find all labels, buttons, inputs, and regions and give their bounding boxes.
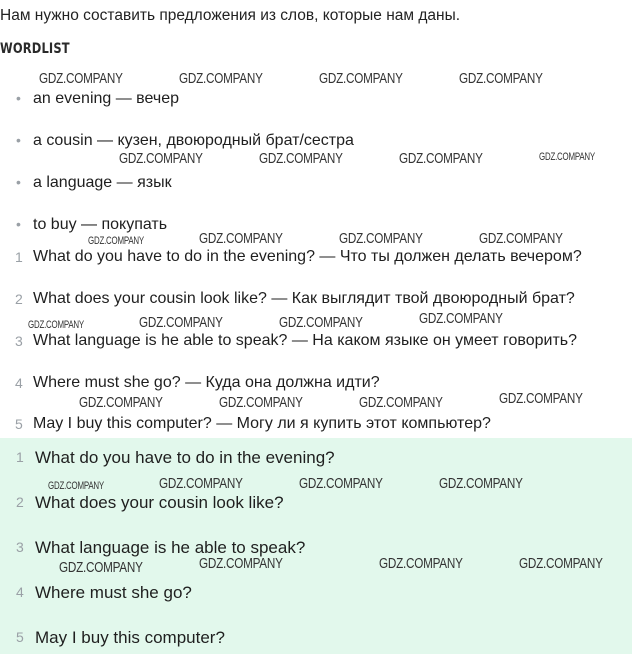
- translation-text: What do you have to do in the evening? — Что ты должен делать вечером?: [33, 248, 582, 265]
- answers-block: [0, 438, 632, 654]
- item-number: 5: [15, 416, 23, 432]
- watermark: GDZ.COMPANY: [459, 70, 543, 87]
- watermark: GDZ.COMPANY: [339, 230, 423, 247]
- answer-text: What does your cousin look like?: [35, 493, 284, 512]
- watermark: GDZ.COMPANY: [179, 70, 263, 87]
- translation-text: What language is he able to speak? — На каком языке он умеет говорить?: [33, 332, 578, 349]
- watermark: GDZ.COMPANY: [299, 475, 383, 492]
- translation-text: Where must she go? — Куда она должна идти?: [33, 374, 380, 391]
- watermark: GDZ.COMPANY: [259, 150, 343, 167]
- wordlist-item-text: an evening — вечер: [33, 90, 179, 107]
- watermark: GDZ.COMPANY: [139, 314, 223, 331]
- item-number: 3: [15, 333, 23, 349]
- watermark: GDZ.COMPANY: [199, 230, 283, 247]
- wordlist-item-text: a cousin — кузен, двоюродный брат/сестра: [33, 132, 354, 149]
- watermark: GDZ.COMPANY: [519, 555, 603, 572]
- watermark: GDZ.COMPANY: [119, 150, 203, 167]
- watermark: GDZ.COMPANY: [439, 475, 523, 492]
- item-number: 4: [15, 375, 23, 391]
- watermark: GDZ.COMPANY: [399, 150, 483, 167]
- watermark: GDZ.COMPANY: [48, 480, 105, 492]
- item-number: 2: [16, 494, 24, 510]
- watermark: GDZ.COMPANY: [379, 555, 463, 572]
- watermark: GDZ.COMPANY: [419, 310, 503, 327]
- watermark: GDZ.COMPANY: [279, 314, 363, 331]
- translation-text: What does your cousin look like? — Как выглядит твой двоюродный брат?: [33, 290, 575, 307]
- watermark: GDZ.COMPANY: [219, 394, 303, 411]
- answer-text: What language is he able to speak?: [35, 538, 306, 557]
- watermark: GDZ.COMPANY: [28, 319, 85, 331]
- watermark: GDZ.COMPANY: [319, 70, 403, 87]
- watermark: GDZ.COMPANY: [79, 394, 163, 411]
- item-number: 3: [16, 539, 24, 555]
- bullet-marker: •: [16, 216, 21, 232]
- bullet-marker: •: [16, 90, 21, 106]
- translation-text: May I buy this computer? — Могу ли я купить этот компьютер?: [33, 415, 491, 432]
- answer-text: Where must she go?: [35, 583, 192, 602]
- watermark: GDZ.COMPANY: [39, 70, 123, 87]
- watermark: GDZ.COMPANY: [88, 235, 145, 247]
- bullet-marker: •: [16, 132, 21, 148]
- wordlist-item-text: a language — язык: [33, 174, 172, 191]
- intro-text: Нам нужно составить предложения из слов, которые нам даны.: [0, 7, 461, 24]
- watermark: GDZ.COMPANY: [539, 151, 596, 163]
- watermark: GDZ.COMPANY: [159, 475, 243, 492]
- watermark: GDZ.COMPANY: [479, 230, 563, 247]
- item-number: 1: [15, 249, 23, 265]
- watermark: GDZ.COMPANY: [59, 559, 143, 576]
- watermark: GDZ.COMPANY: [499, 390, 583, 407]
- answer-text: What do you have to do in the evening?: [35, 448, 335, 467]
- item-number: 5: [16, 629, 24, 645]
- watermark: GDZ.COMPANY: [199, 555, 283, 572]
- item-number: 4: [16, 584, 24, 600]
- bullet-marker: •: [16, 174, 21, 190]
- answer-text: May I buy this computer?: [35, 628, 225, 647]
- item-number: 1: [16, 449, 24, 465]
- item-number: 2: [15, 291, 23, 307]
- watermark: GDZ.COMPANY: [359, 394, 443, 411]
- wordlist-item-text: to buy — покупать: [33, 216, 168, 233]
- wordlist-heading: WORDLIST: [0, 41, 70, 57]
